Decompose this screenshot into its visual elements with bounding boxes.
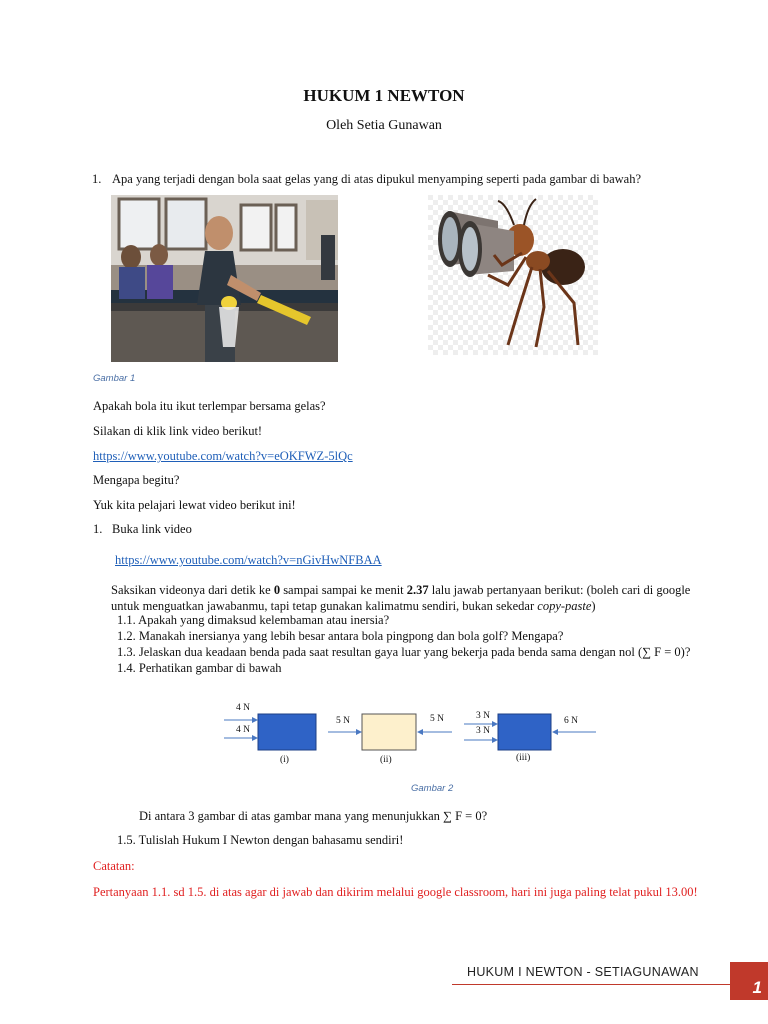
footer-rule: [452, 984, 730, 985]
paragraph-yuk-pelajari: Yuk kita pelajari lewat video berikut ini!: [93, 498, 296, 512]
note-label: Catatan:: [93, 859, 135, 873]
doc-author: Oleh Setia Gunawan: [326, 118, 442, 133]
question-1-2: 1.2. Manakah inersianya yang lebih besar antara bola pingpong dan bola golf? Mengapa?: [117, 629, 564, 643]
step-1-instructions: Saksikan videonya dari detik ke 0 sampai sampai ke menit 2.37 lalu jawab pertanyaan berikut: (boleh cari di google untuk menguatkan jawabanmu, tapi tetap gunakan kalimatmu sendiri, bukan sekedar copy-paste): [111, 583, 691, 613]
figure-1-caption: Gambar 1: [93, 373, 136, 384]
note-text: Pertanyaan 1.1. sd 1.5. di atas agar di jawab dan dikirim melalui google classroom, hari ini juga paling telat pukul 13.00!: [93, 885, 698, 899]
question-1-text: Apa yang terjadi dengan bola saat gelas yang di atas dipukul menyamping seperti pada gambar di bawah?: [112, 172, 641, 186]
step-1-label: Buka link video: [112, 522, 192, 536]
question-1-5: 1.5. Tulislah Hukum I Newton dengan bahasamu sendiri!: [117, 833, 404, 847]
video-link-1[interactable]: https://www.youtube.com/watch?v=eOKFWZ-5lQc: [93, 449, 353, 463]
paragraph-klik-link: Silakan di klik link video berikut!: [93, 424, 263, 438]
force-box-iii: [498, 714, 551, 750]
paragraph-mengapa: Mengapa begitu?: [93, 473, 180, 487]
page-number: 1: [752, 978, 762, 997]
force-label-iii-right: 6 N: [564, 716, 578, 726]
force-label-iii-top: 3 N: [476, 711, 490, 721]
doc-title: HUKUM 1 NEWTON: [303, 86, 465, 105]
photo-teacher-classroom: [111, 195, 338, 362]
figure-2-caption: Gambar 2: [411, 783, 454, 794]
box-label-ii: (ii): [380, 755, 392, 765]
footer-text: HUKUM I NEWTON - SETIAGUNAWAN: [467, 965, 699, 979]
force-label-ii-left: 5 N: [336, 716, 350, 726]
question-1-4: 1.4. Perhatikan gambar di bawah: [117, 661, 282, 675]
force-label-i-top: 4 N: [236, 703, 250, 713]
box-label-iii: (iii): [516, 753, 531, 763]
question-1-1: 1.1. Apakah yang dimaksud kelembaman atau inersia?: [117, 613, 390, 627]
paragraph-bola-terlempar: Apakah bola itu ikut terlempar bersama gelas?: [93, 399, 326, 413]
page-number-badge: [730, 962, 768, 1000]
video-link-2[interactable]: https://www.youtube.com/watch?v=nGivHwNFBAA: [115, 553, 382, 567]
force-box-i: [258, 714, 316, 750]
force-label-ii-right: 5 N: [430, 714, 444, 724]
force-box-ii: [362, 714, 416, 750]
step-1-number: 1.: [93, 522, 103, 536]
ant-binoculars-illustration: [428, 195, 598, 355]
box-label-i: (i): [280, 755, 289, 765]
question-1-3: 1.3. Jelaskan dua keadaan benda pada saat resultan gaya luar yang bekerja pada benda sama dengan nol (∑ F = 0)?: [117, 645, 691, 659]
force-diagrams: [220, 700, 610, 776]
force-label-iii-bottom: 3 N: [476, 726, 490, 736]
question-sum-force: Di antara 3 gambar di atas gambar mana yang menunjukkan ∑ F = 0?: [139, 809, 488, 823]
force-label-i-bottom: 4 N: [236, 725, 250, 735]
question-1-number: 1.: [92, 172, 102, 186]
